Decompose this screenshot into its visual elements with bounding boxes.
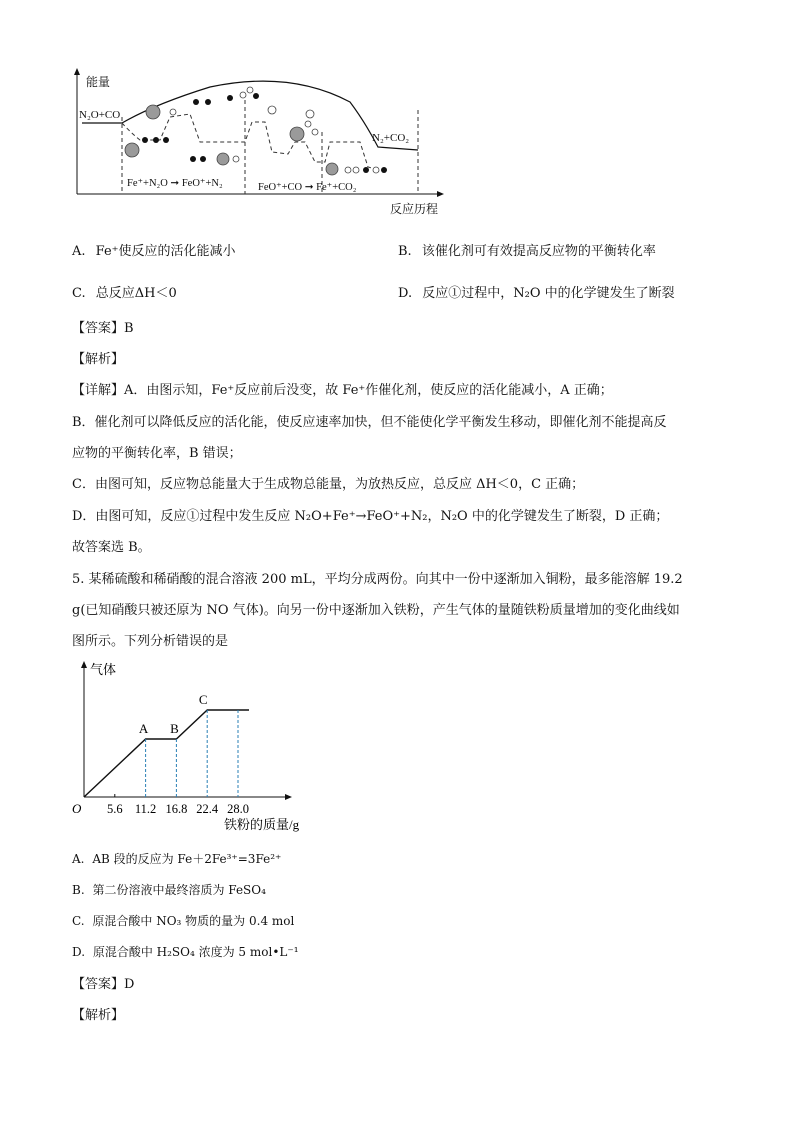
option-letter: B.: [72, 883, 85, 897]
answer-tag: 【答案】: [72, 977, 125, 992]
q4-explain-line: 故答案选 B。: [72, 540, 151, 555]
q5-stem-line: 5. 某稀硫酸和稀硝酸的混合溶液 200 mL，平均分成两份。向其中一份中逐渐加入铜粉，最多能溶解 19.2: [72, 572, 683, 587]
detail-text: A．由图示知，Fe⁺反应前后没变，故 Fe⁺作催化剂，使反应的活化能减小，A 正确；: [124, 383, 613, 398]
q4-explain-line: 应物的平衡转化率，B 错误；: [72, 446, 242, 461]
q4-analysis-heading: 【解析】: [72, 352, 125, 367]
option-letter: A.: [72, 852, 85, 866]
reactants-label: N₂O+CO: [79, 109, 121, 121]
step1-equation: Fe⁺+N₂O ➞ FeO⁺+N₂: [127, 178, 223, 189]
answer-value: D: [124, 977, 135, 992]
q5-stem-line: g(已知硝酸只被还原为 NO 气体)。向另一份中逐渐加入铁粉，产生气体的量随铁粉质量增加的变化曲线如: [72, 603, 680, 618]
gas-curve: [84, 710, 249, 797]
option-letter: D.: [398, 286, 413, 301]
option-text: 第二份溶液中最终溶质为 FeSO₄: [92, 883, 266, 897]
products-label: N₂+CO₂: [372, 132, 410, 144]
atom-models: [142, 93, 387, 173]
catalyzed-curve: [122, 114, 380, 170]
chart-x-arrow: [285, 794, 292, 800]
x-tick-label: 22.4: [196, 802, 219, 816]
q4-answer: [72, 317, 134, 336]
energy-x-arrow: [437, 191, 444, 197]
answer-tag: 【答案】: [72, 321, 125, 336]
option-text: 该催化剂可有效提高反应物的平衡转化率: [421, 244, 656, 259]
option-text: Fe⁺使反应的活化能减小: [95, 244, 236, 259]
option-letter: B.: [398, 244, 412, 259]
option-letter: A.: [72, 244, 86, 259]
q5-option-d: [72, 943, 299, 960]
point-label: A: [138, 721, 149, 736]
gas-chart: [66, 655, 326, 835]
chart-y-arrow: [81, 661, 87, 668]
option-text: 原混合酸中 NO₃ 物质的量为 0.4 mol: [92, 914, 295, 928]
q5-analysis-heading: 【解析】: [72, 1008, 125, 1023]
detail-tag: 【详解】: [72, 383, 125, 398]
x-tick-label: 16.8: [165, 802, 188, 816]
option-letter: C.: [72, 286, 86, 301]
x-tick-label: 5.6: [106, 802, 123, 816]
chart-x-label: 铁粉的质量/g: [224, 817, 300, 832]
q4-explain-line: B．催化剂可以降低反应的活化能，使反应速率加快，但不能使化学平衡发生移动，即催化剂不能提高反: [72, 415, 667, 430]
option-text: 反应①过程中，N₂O 中的化学键发生了断裂: [422, 286, 675, 301]
q4-option-a: [72, 240, 236, 259]
q4-option-c: [72, 282, 177, 301]
energy-diagram: [60, 62, 460, 222]
energy-y-arrow: [74, 68, 80, 75]
q5-option-b: [72, 881, 266, 898]
q5-answer: [72, 973, 134, 992]
point-label: C: [198, 692, 208, 707]
option-letter: C.: [72, 914, 85, 928]
answer-value: B: [124, 321, 134, 336]
energy-y-label: 能量: [86, 75, 111, 89]
energy-x-label: 反应历程: [390, 202, 439, 216]
option-text: AB 段的反应为 Fe＋2Fe³⁺=3Fe²⁺: [92, 852, 282, 866]
q5-stem-line: 图所示。下列分析错误的是: [72, 634, 229, 649]
x-tick-label: 28.0: [227, 802, 249, 816]
q4-option-b: [398, 240, 656, 259]
option-text: 总反应ΔH＜0: [95, 286, 177, 301]
step2-equation: FeO⁺+CO ➞ Fe⁺+CO₂: [258, 182, 357, 193]
chart-y-label: 气体: [90, 662, 117, 677]
q4-explain-line: C．由图可知，反应物总能量大于生成物总能量，为放热反应，总反应 ΔH＜0，C 正确；: [72, 477, 585, 492]
q4-explain-line: [72, 379, 613, 398]
q5-option-a: [72, 850, 281, 867]
point-label: B: [170, 721, 179, 736]
chart-origin-label: O: [72, 801, 82, 816]
q4-explain-line: D．由图可知，反应①过程中发生反应 N₂O+Fe⁺→FeO⁺+N₂，N₂O 中的化学键发生了断裂，D 正确；: [72, 509, 669, 524]
option-text: 原混合酸中 H₂SO₄ 浓度为 5 mol•L⁻¹: [92, 945, 299, 959]
q5-option-c: [72, 912, 294, 929]
q4-option-d: [398, 282, 675, 301]
x-tick-label: 11.2: [134, 802, 157, 816]
option-letter: D.: [72, 945, 86, 959]
